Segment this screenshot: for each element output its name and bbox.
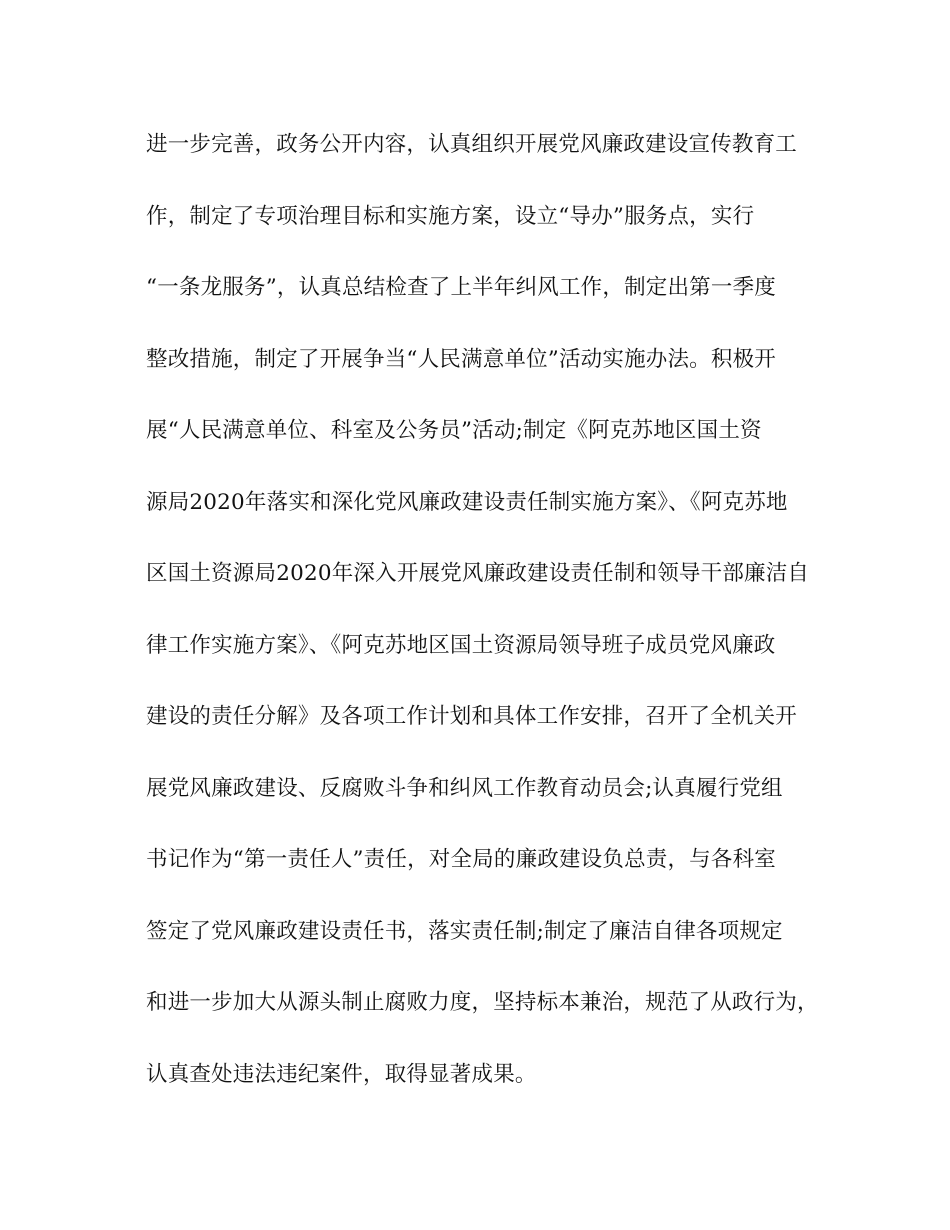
- text-line: 展党风廉政建设、反腐败斗争和纠风工作教育动员会;认真履行党组: [146, 775, 783, 801]
- text-line: 进一步完善，政务公开内容，认真组织开展党风廉政建设宣传教育工: [146, 132, 798, 157]
- text-line: 书记作为“第一责任人”责任，对全局的廉政建设负总责，与各科室: [146, 847, 776, 872]
- text-line: 作，制定了专项治理目标和实施方案，设立“导办”服务点，实行: [146, 203, 755, 229]
- text-line: 区国土资源局2020年深入开展党风廉政建设责任制和领导干部廉洁自: [146, 561, 810, 586]
- text-line: 和进一步加大从源头制止腐败力度，坚持标本兼治，规范了从政行为，: [146, 990, 819, 1015]
- text-line: 展“人民满意单位、科室及公务员”活动;制定《阿克苏地区国土资: [146, 418, 762, 443]
- text-line: 整改措施，制定了开展争当“人民满意单位”活动实施办法。积极开: [146, 346, 776, 372]
- text-line: 建设的责任分解》及各项工作计划和具体工作安排，召开了全机关开: [146, 704, 798, 729]
- text-line: “一条龙服务”，认真总结检查了上半年纠风工作，制定出第一季度: [146, 275, 776, 300]
- text-line: 源局2020年落实和深化党风廉政建设责任制实施方案》、《阿克苏地: [146, 489, 788, 515]
- text-line: 认真查处违法违纪案件，取得显著成果。: [146, 1061, 537, 1087]
- body-paragraph: [146, 124, 826, 1125]
- text-line: 签定了党风廉政建设责任书，落实责任制;制定了廉洁自律各项规定: [146, 918, 783, 944]
- text-line: 律工作实施方案》、《阿克苏地区国土资源局领导班子成员党风廉政: [146, 632, 776, 658]
